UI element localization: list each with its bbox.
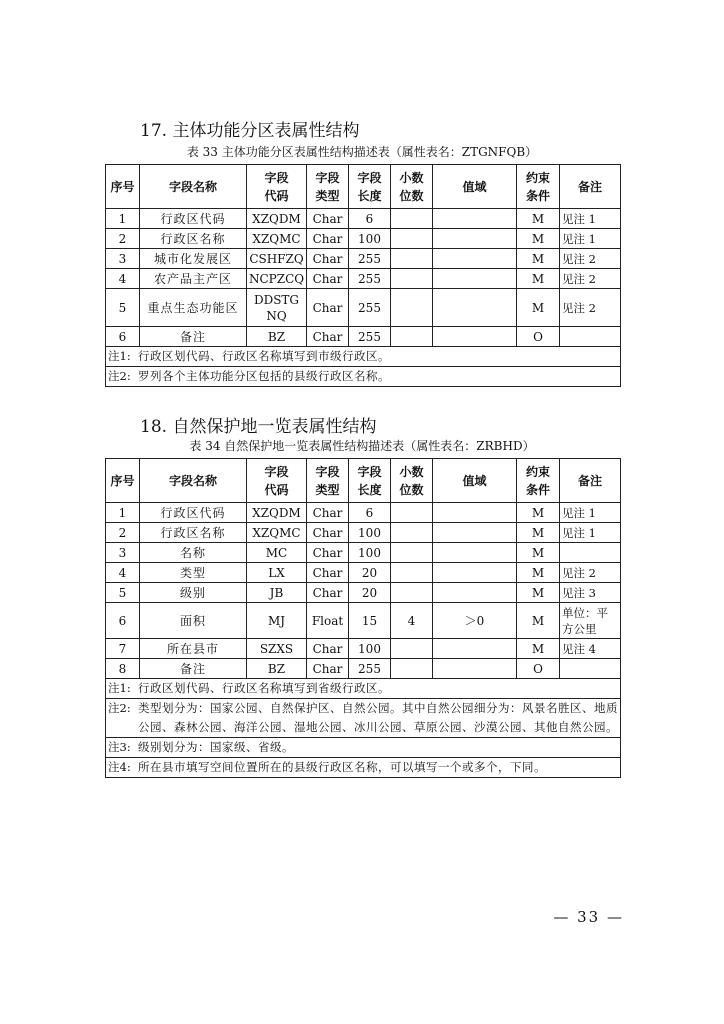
cell-type: Char bbox=[307, 269, 349, 289]
table-row bbox=[106, 327, 621, 347]
cell-remark: 见注 1 bbox=[560, 503, 621, 523]
note-row bbox=[106, 699, 621, 738]
note-text: 罗列各个主体功能分区包括的县级行政区名称。 bbox=[138, 369, 390, 383]
note-cell bbox=[106, 367, 621, 387]
cell-length: 100 bbox=[349, 523, 391, 543]
cell-range bbox=[433, 269, 517, 289]
cell-range bbox=[433, 209, 517, 229]
cell-length: 15 bbox=[349, 603, 391, 639]
header-code: 字段 代码 bbox=[247, 459, 307, 503]
note-text: 行政区划代码、行政区名称填写到省级行政区。 bbox=[138, 681, 390, 695]
cell-no: 4 bbox=[106, 563, 140, 583]
cell-range bbox=[433, 583, 517, 603]
cell-constraint: M bbox=[517, 603, 560, 639]
cell-range: ＞0 bbox=[433, 603, 517, 639]
note-row bbox=[106, 738, 621, 758]
cell-decimals bbox=[391, 659, 433, 679]
cell-range bbox=[433, 659, 517, 679]
cell-decimals bbox=[391, 583, 433, 603]
cell-range bbox=[433, 327, 517, 347]
cell-no: 1 bbox=[106, 209, 140, 229]
table-row bbox=[106, 503, 621, 523]
note-row bbox=[106, 367, 621, 387]
cell-no: 3 bbox=[106, 543, 140, 563]
note-line bbox=[108, 699, 618, 737]
header-no: 序号 bbox=[106, 165, 140, 209]
cell-decimals bbox=[391, 543, 433, 563]
cell-name: 名称 bbox=[140, 543, 247, 563]
table-33 bbox=[105, 164, 621, 387]
header-range: 值域 bbox=[433, 459, 517, 503]
cell-type: Float bbox=[307, 603, 349, 639]
cell-length: 100 bbox=[349, 229, 391, 249]
table-row bbox=[106, 659, 621, 679]
cell-no: 7 bbox=[106, 639, 140, 659]
note-row bbox=[106, 347, 621, 367]
cell-type: Char bbox=[307, 249, 349, 269]
cell-name: 重点生态功能区 bbox=[140, 289, 247, 327]
cell-name: 备注 bbox=[140, 327, 247, 347]
cell-range bbox=[433, 229, 517, 249]
cell-code: BZ bbox=[247, 659, 307, 679]
cell-decimals bbox=[391, 639, 433, 659]
cell-no: 6 bbox=[106, 327, 140, 347]
cell-no: 5 bbox=[106, 289, 140, 327]
cell-remark: 单位：平方公里 bbox=[560, 603, 621, 639]
note-text: 所在县市填写空间位置所在的县级行政区名称，可以填写一个或多个，下同。 bbox=[138, 760, 546, 774]
cell-decimals bbox=[391, 327, 433, 347]
cell-type: Char bbox=[307, 523, 349, 543]
table-row bbox=[106, 523, 621, 543]
header-decimals: 小数 位数 bbox=[391, 165, 433, 209]
cell-no: 1 bbox=[106, 503, 140, 523]
cell-constraint: M bbox=[517, 229, 560, 249]
cell-length: 100 bbox=[349, 543, 391, 563]
cell-code: XZQMC bbox=[247, 523, 307, 543]
note-line bbox=[108, 758, 618, 777]
cell-name: 行政区代码 bbox=[140, 503, 247, 523]
cell-remark: 见注 2 bbox=[560, 249, 621, 269]
note-cell bbox=[106, 738, 621, 758]
cell-code: NCPZCQ bbox=[247, 269, 307, 289]
cell-name: 行政区名称 bbox=[140, 523, 247, 543]
table-row bbox=[106, 289, 621, 327]
note-text: 行政区划代码、行政区名称填写到市级行政区。 bbox=[138, 349, 390, 363]
cell-name: 城市化发展区 bbox=[140, 249, 247, 269]
header-name: 字段名称 bbox=[140, 459, 247, 503]
header-remark: 备注 bbox=[560, 459, 621, 503]
cell-name: 行政区名称 bbox=[140, 229, 247, 249]
note-row bbox=[106, 679, 621, 699]
cell-range bbox=[433, 563, 517, 583]
header-no: 序号 bbox=[106, 459, 140, 503]
header-remark: 备注 bbox=[560, 165, 621, 209]
header-type: 字段 类型 bbox=[307, 459, 349, 503]
cell-constraint: M bbox=[517, 269, 560, 289]
cell-range bbox=[433, 523, 517, 543]
cell-name: 面积 bbox=[140, 603, 247, 639]
table-row bbox=[106, 543, 621, 563]
cell-remark: 见注 2 bbox=[560, 563, 621, 583]
cell-length: 255 bbox=[349, 249, 391, 269]
cell-no: 3 bbox=[106, 249, 140, 269]
cell-name: 类型 bbox=[140, 563, 247, 583]
page-number: — 33 — bbox=[553, 908, 624, 926]
cell-code: CSHFZQ bbox=[247, 249, 307, 269]
cell-constraint: M bbox=[517, 209, 560, 229]
cell-no: 2 bbox=[106, 523, 140, 543]
cell-decimals bbox=[391, 563, 433, 583]
note-label: 注3: bbox=[108, 740, 131, 754]
header-name: 字段名称 bbox=[140, 165, 247, 209]
cell-length: 255 bbox=[349, 659, 391, 679]
cell-code: XZQMC bbox=[247, 229, 307, 249]
cell-no: 8 bbox=[106, 659, 140, 679]
cell-remark: 见注 2 bbox=[560, 289, 621, 327]
cell-type: Char bbox=[307, 289, 349, 327]
note-label: 注2: bbox=[108, 369, 131, 383]
note-cell bbox=[106, 347, 621, 367]
cell-constraint: M bbox=[517, 563, 560, 583]
cell-decimals bbox=[391, 269, 433, 289]
cell-no: 5 bbox=[106, 583, 140, 603]
note-text: 级别划分为：国家级、省级。 bbox=[138, 740, 294, 754]
cell-length: 100 bbox=[349, 639, 391, 659]
section-18-heading: 18. 自然保护地一览表属性结构 bbox=[140, 417, 377, 437]
note-text: 类型划分为：国家公园、自然保护区、自然公园。其中自然公园细分为：风景名胜区、地质公园、森林公园、海洋公园、湿地公园、冰川公园、草原公园、沙漠公园、其他自然公园。 bbox=[138, 701, 618, 734]
cell-code: SZXS bbox=[247, 639, 307, 659]
cell-name: 农产品主产区 bbox=[140, 269, 247, 289]
cell-remark: 见注 1 bbox=[560, 229, 621, 249]
cell-constraint: M bbox=[517, 543, 560, 563]
cell-type: Char bbox=[307, 543, 349, 563]
note-row bbox=[106, 758, 621, 778]
note-line bbox=[108, 367, 618, 386]
cell-remark: 见注 2 bbox=[560, 269, 621, 289]
note-label: 注2: bbox=[108, 701, 131, 715]
cell-remark: 见注 4 bbox=[560, 639, 621, 659]
cell-decimals bbox=[391, 229, 433, 249]
table-row bbox=[106, 563, 621, 583]
note-cell bbox=[106, 699, 621, 738]
cell-code: XZQDM bbox=[247, 209, 307, 229]
cell-constraint: O bbox=[517, 327, 560, 347]
header-decimals: 小数 位数 bbox=[391, 459, 433, 503]
note-cell bbox=[106, 758, 621, 778]
note-cell bbox=[106, 679, 621, 699]
header-type: 字段 类型 bbox=[307, 165, 349, 209]
note-label: 注1: bbox=[108, 681, 131, 695]
cell-name: 所在县市 bbox=[140, 639, 247, 659]
cell-length: 20 bbox=[349, 563, 391, 583]
note-label: 注4: bbox=[108, 760, 131, 774]
cell-length: 255 bbox=[349, 327, 391, 347]
cell-length: 6 bbox=[349, 209, 391, 229]
cell-decimals bbox=[391, 503, 433, 523]
header-length: 字段 长度 bbox=[349, 165, 391, 209]
table-33-caption: 表 33 主体功能分区表属性结构描述表（属性表名：ZTGNFQB） bbox=[186, 145, 538, 159]
table-row bbox=[106, 639, 621, 659]
cell-constraint: M bbox=[517, 249, 560, 269]
cell-range bbox=[433, 503, 517, 523]
cell-name: 级别 bbox=[140, 583, 247, 603]
cell-code: MC bbox=[247, 543, 307, 563]
cell-range bbox=[433, 543, 517, 563]
cell-remark bbox=[560, 543, 621, 563]
table-row bbox=[106, 583, 621, 603]
cell-remark: 见注 3 bbox=[560, 583, 621, 603]
cell-name: 行政区代码 bbox=[140, 209, 247, 229]
cell-decimals bbox=[391, 249, 433, 269]
table-row bbox=[106, 249, 621, 269]
cell-length: 20 bbox=[349, 583, 391, 603]
cell-code: DDSTGNQ bbox=[247, 289, 307, 327]
cell-constraint: M bbox=[517, 289, 560, 327]
table-34-caption: 表 34 自然保护地一览表属性结构描述表（属性表名：ZRBHD） bbox=[189, 439, 535, 453]
cell-decimals: 4 bbox=[391, 603, 433, 639]
cell-constraint: M bbox=[517, 523, 560, 543]
cell-range bbox=[433, 289, 517, 327]
table-row bbox=[106, 209, 621, 229]
cell-type: Char bbox=[307, 327, 349, 347]
cell-remark bbox=[560, 659, 621, 679]
cell-range bbox=[433, 249, 517, 269]
cell-code: XZQDM bbox=[247, 503, 307, 523]
cell-code: LX bbox=[247, 563, 307, 583]
cell-code: BZ bbox=[247, 327, 307, 347]
cell-decimals bbox=[391, 523, 433, 543]
header-code: 字段 代码 bbox=[247, 165, 307, 209]
cell-decimals bbox=[391, 209, 433, 229]
cell-constraint: M bbox=[517, 583, 560, 603]
cell-type: Char bbox=[307, 639, 349, 659]
note-line bbox=[108, 679, 618, 698]
cell-code: JB bbox=[247, 583, 307, 603]
cell-length: 255 bbox=[349, 269, 391, 289]
cell-type: Char bbox=[307, 563, 349, 583]
note-label: 注1: bbox=[108, 349, 131, 363]
table-header-row bbox=[106, 165, 621, 209]
cell-name: 备注 bbox=[140, 659, 247, 679]
cell-length: 6 bbox=[349, 503, 391, 523]
table-34 bbox=[105, 458, 621, 778]
cell-type: Char bbox=[307, 583, 349, 603]
header-length: 字段 长度 bbox=[349, 459, 391, 503]
note-line bbox=[108, 738, 618, 757]
header-constraint: 约束 条件 bbox=[517, 459, 560, 503]
header-range: 值域 bbox=[433, 165, 517, 209]
cell-remark: 见注 1 bbox=[560, 209, 621, 229]
cell-decimals bbox=[391, 289, 433, 327]
cell-code: MJ bbox=[247, 603, 307, 639]
cell-type: Char bbox=[307, 659, 349, 679]
table-row bbox=[106, 603, 621, 639]
cell-type: Char bbox=[307, 503, 349, 523]
cell-length: 255 bbox=[349, 289, 391, 327]
cell-constraint: M bbox=[517, 503, 560, 523]
table-row bbox=[106, 229, 621, 249]
cell-remark: 见注 1 bbox=[560, 523, 621, 543]
cell-constraint: M bbox=[517, 639, 560, 659]
table-row bbox=[106, 269, 621, 289]
section-17-heading: 17. 主体功能分区表属性结构 bbox=[140, 121, 360, 141]
cell-type: Char bbox=[307, 209, 349, 229]
header-constraint: 约束 条件 bbox=[517, 165, 560, 209]
cell-no: 2 bbox=[106, 229, 140, 249]
cell-type: Char bbox=[307, 229, 349, 249]
cell-range bbox=[433, 639, 517, 659]
table-header-row bbox=[106, 459, 621, 503]
cell-remark bbox=[560, 327, 621, 347]
cell-constraint: O bbox=[517, 659, 560, 679]
cell-no: 4 bbox=[106, 269, 140, 289]
note-line bbox=[108, 347, 618, 366]
cell-no: 6 bbox=[106, 603, 140, 639]
